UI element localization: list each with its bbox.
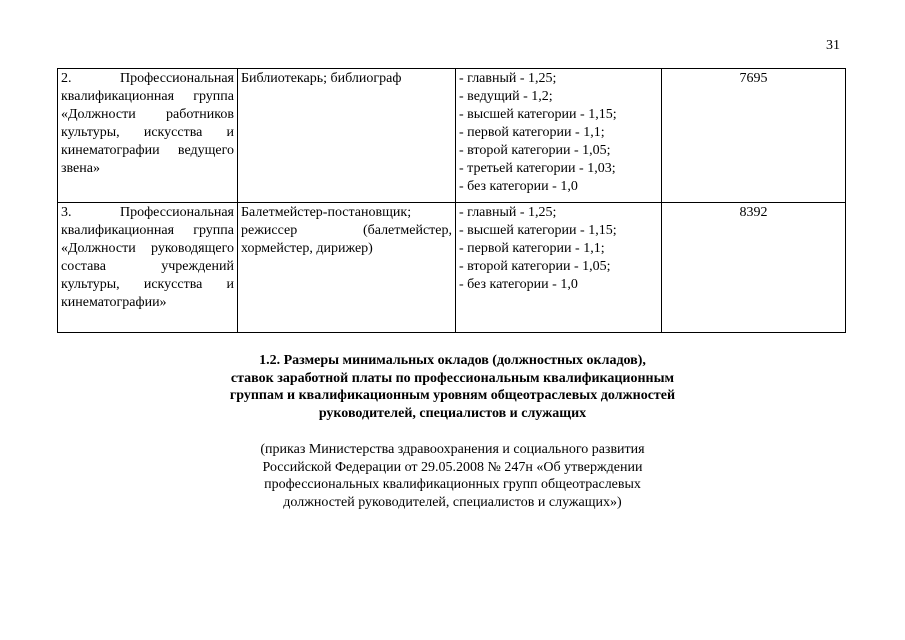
heading-line: ставок заработной платы по профессиональным квалификационным — [230, 370, 675, 386]
table-row — [58, 203, 846, 333]
salary-value: 8392 — [739, 205, 768, 220]
group-number: 3. — [61, 205, 72, 220]
positions-cell — [238, 69, 456, 203]
qualification-table — [57, 68, 846, 333]
section-heading — [150, 352, 755, 422]
coefficient-item: - высшей категории - 1,15; — [459, 107, 617, 122]
heading-line: 1.2. Размеры минимальных окладов (должностных окладов), — [259, 353, 646, 368]
source-line: Российской Федерации от 29.05.2008 № 247н «Об утверждении — [262, 459, 643, 475]
positions-cell — [238, 203, 456, 333]
source-note — [150, 441, 755, 511]
coefficient-item: - второй категории - 1,05; — [459, 259, 611, 274]
heading-line: руководителей, специалистов и служащих — [318, 405, 587, 421]
coefficient-item: - главный - 1,25; — [459, 205, 557, 220]
group-cell — [58, 69, 238, 203]
source-line: профессиональных квалификационных групп общеотраслевых — [264, 477, 641, 492]
group-title: Профессиональная квалификационная группа «Должности руководящего состава учреждений культуры, искусства и кинематографии» — [61, 205, 234, 310]
coefficient-item: - главный - 1,25; — [459, 71, 557, 86]
salary-cell — [662, 69, 846, 203]
coefficient-item: - без категории - 1,0 — [459, 277, 578, 292]
positions-text: Балетмейстер-постановщик; режиссер (балетмейстер, хормейстер, дирижер) — [241, 205, 452, 256]
coefficients-cell — [456, 69, 662, 203]
coefficient-item: - без категории - 1,0 — [459, 179, 578, 194]
heading-line: группам и квалификационным уровням общеотраслевых должностей — [229, 388, 676, 403]
group-cell — [58, 203, 238, 333]
coefficient-item: - ведущий - 1,2; — [459, 89, 553, 104]
salary-value: 7695 — [739, 71, 768, 86]
salary-cell — [662, 203, 846, 333]
page-number: 31 — [826, 38, 840, 53]
source-line: (приказ Министерства здравоохранения и социального развития — [260, 442, 645, 457]
group-title: Профессиональная квалификационная группа «Должности работников культуры, искусства и кинематографии ведущего звена» — [61, 71, 234, 176]
coefficient-item: - второй категории - 1,05; — [459, 143, 611, 158]
positions-text: Библиотекарь; библиограф — [241, 71, 402, 86]
coefficients-cell — [456, 203, 662, 333]
group-number: 2. — [61, 71, 72, 86]
coefficient-item: - первой категории - 1,1; — [459, 241, 605, 256]
coefficient-item: - высшей категории - 1,15; — [459, 223, 617, 238]
coefficient-item: - третьей категории - 1,03; — [459, 161, 616, 176]
source-line: должностей руководителей, специалистов и служащих») — [283, 494, 622, 510]
coefficient-item: - первой категории - 1,1; — [459, 125, 605, 140]
table-row — [58, 69, 846, 203]
